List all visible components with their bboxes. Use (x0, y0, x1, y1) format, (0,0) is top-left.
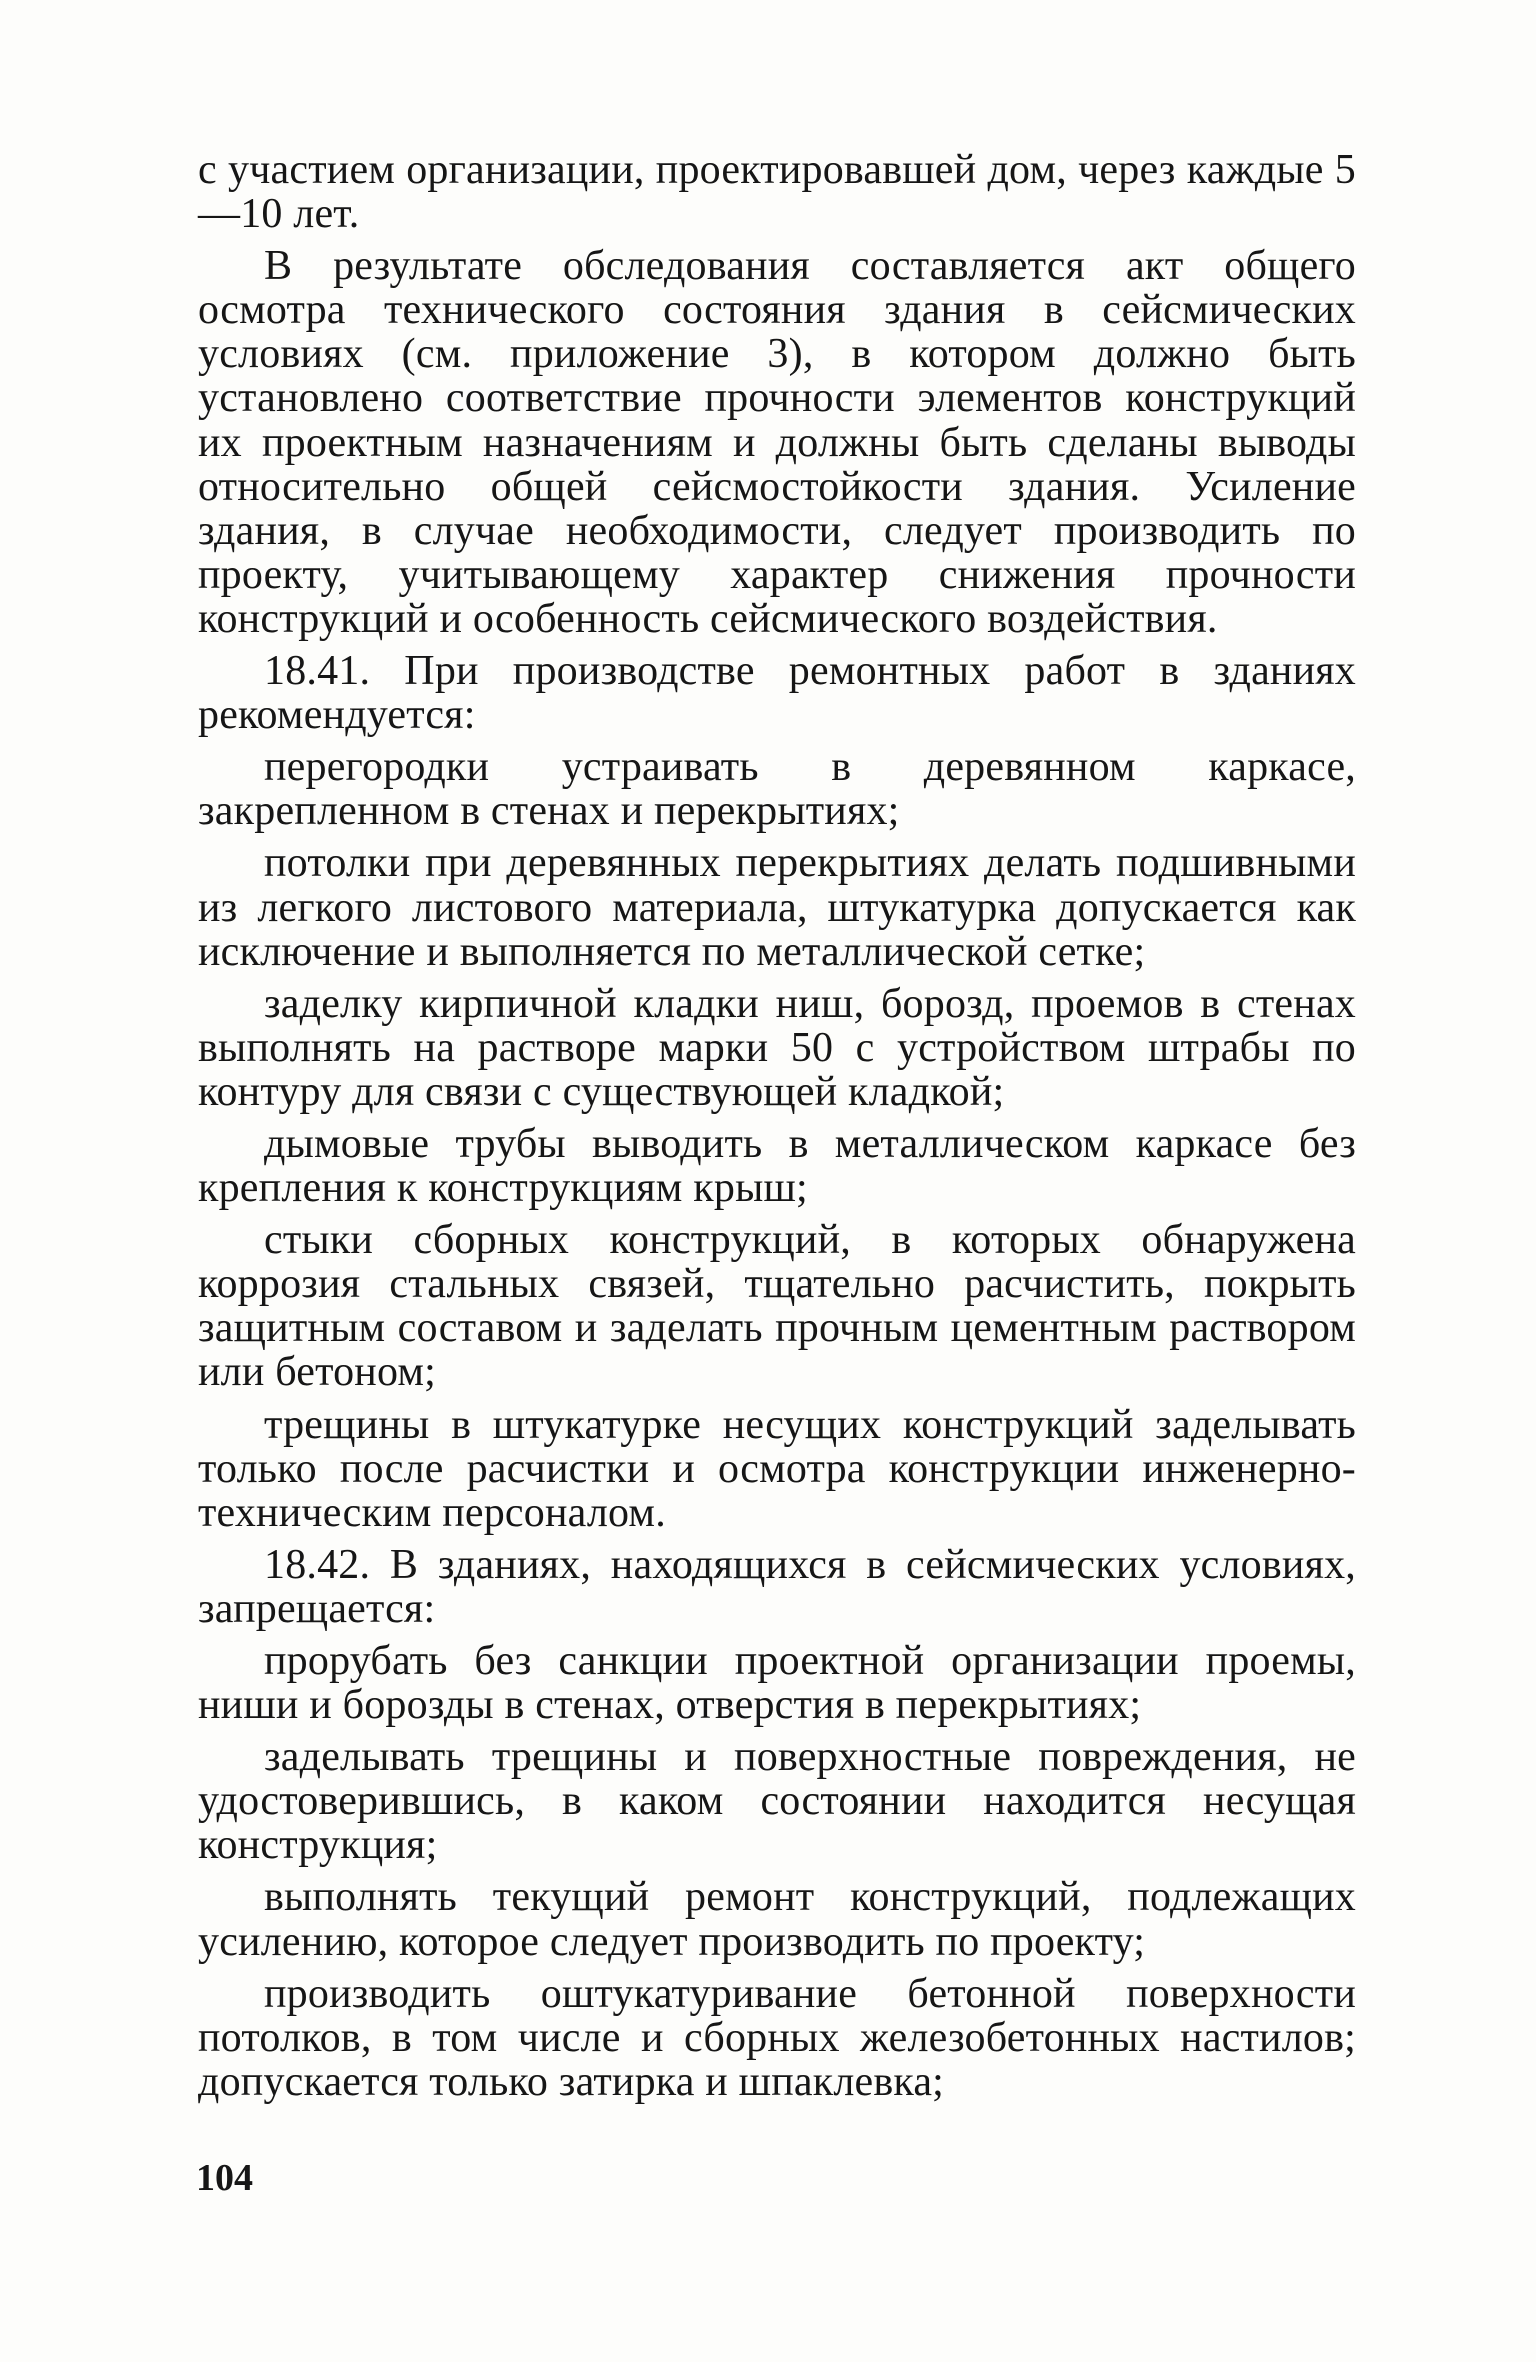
list-item-masonry: заделку кирпичной кладки ниш, борозд, проемов в стенах выполнять на растворе марки 50 с устройством штрабы по контуру для связи с существующей кладкой; (198, 980, 1356, 1115)
list-item-crack-sealing: заделывать трещины и поверхностные повреждения, не удостоверившись, в каком состоянии находится несущая конструкция; (198, 1734, 1356, 1869)
list-item-partitions: перегородки устраивать в деревянном каркасе, закрепленном в стенах и перекрытиях; (198, 744, 1356, 835)
list-item-current-repair: выполнять текущий ремонт конструкций, подлежащих усилению, которое следует производить по проекту; (198, 1874, 1356, 1965)
paragraph-continuation: с участием организации, проектировавшей дом, через каждые 5—10 лет. (198, 147, 1356, 238)
clause-18-42-heading: 18.42. В зданиях, находящихся в сейсмических условиях, запрещается: (198, 1541, 1356, 1632)
list-item-joints: стыки сборных конструкций, в которых обнаружена коррозия стальных связей, тщательно расчистить, покрыть защитным составом и заделать прочным цементным раствором или бетоном; (198, 1217, 1356, 1396)
clause-18-41-heading: 18.41. При производстве ремонтных работ в зданиях рекомендуется: (198, 648, 1356, 739)
list-item-openings: прорубать без санкции проектной организации проемы, ниши и борозды в стенах, отверстия в перекрытиях; (198, 1638, 1356, 1729)
list-item-cracks: трещины в штукатурке несущих конструкций заделывать только после расчистки и осмотра конструкции инженерно-техническим персоналом. (198, 1401, 1356, 1536)
body-text (198, 148, 1356, 2112)
list-item-chimneys: дымовые трубы выводить в металлическом каркасе без крепления к конструкциям крыш; (198, 1120, 1356, 1212)
list-item-plastering: производить оштукатуривание бетонной поверхности потолков, в том числе и сборных железобетонных настилов; допускается только затирка и шпаклевка; (198, 1970, 1356, 2105)
list-item-ceilings: потолки при деревянных перекрытиях делать подшивными из легкого листового материала, штукатурка допускается как исключение и выполняется по металлической сетке; (198, 840, 1356, 975)
paragraph-inspection-act: В результате обследования составляется акт общего осмотра технического состояния здания в сейсмических условиях (см. приложение 3), в котором должно быть установлено соответствие прочности элементов конструкций их проектным назначениям и должны быть сделаны выводы относительно общей сейсмостойкости здания. Усиление здания, в случае необходимости, следует производить по проекту, учитывающему характер снижения прочности конструкций и особенность сейсмического воздействия. (198, 243, 1356, 642)
page-number: 104 (196, 2157, 253, 2199)
